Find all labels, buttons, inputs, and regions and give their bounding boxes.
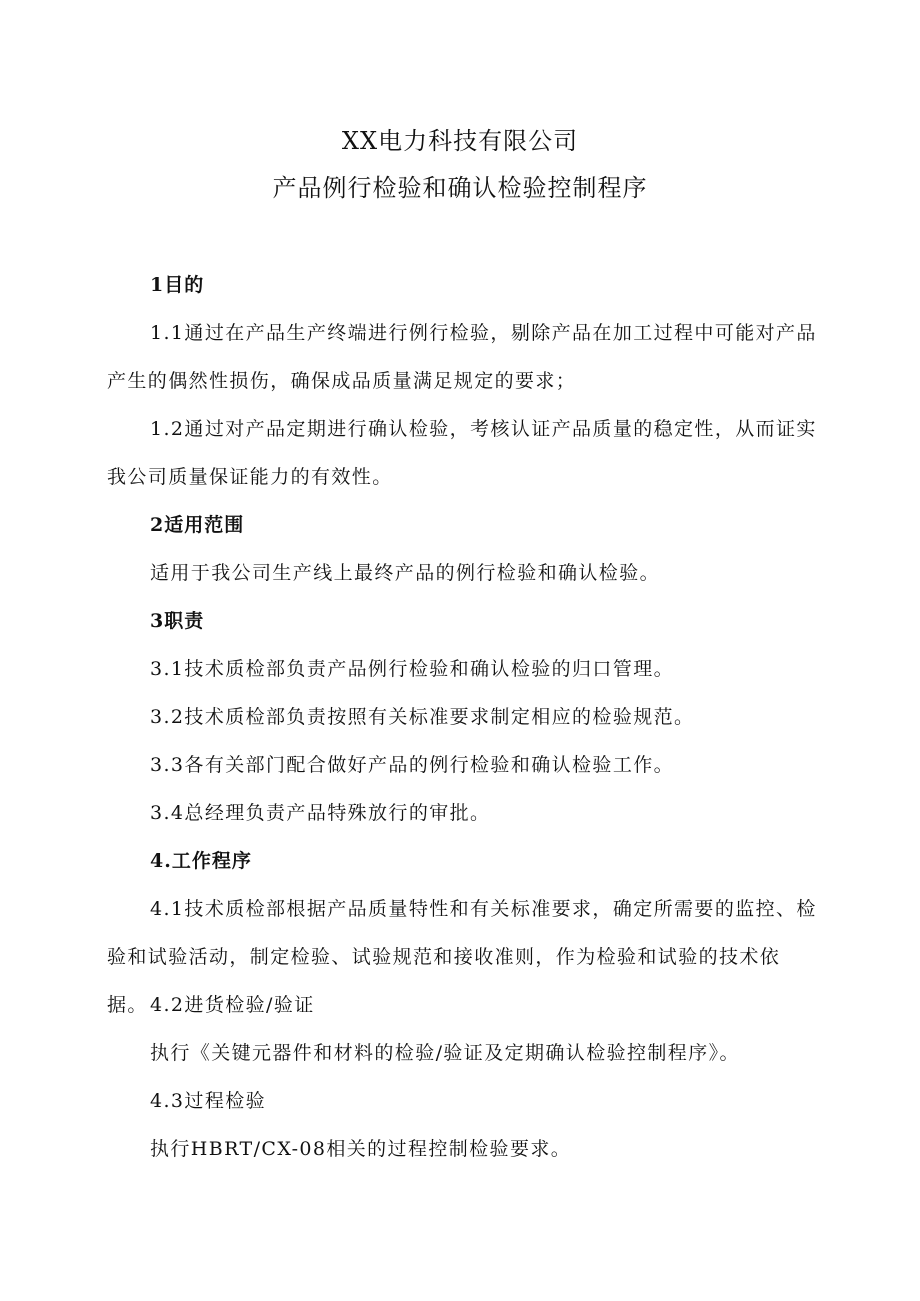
paragraph-3-4: 3.4总经理负责产品特殊放行的审批。 (150, 802, 491, 824)
paragraph-4-3: 执行HBRT/CX-08相关的过程控制检验要求。 (150, 1138, 572, 1160)
subheading-4-2: 4.2进货检验/验证 (150, 994, 315, 1016)
paragraph-2-1: 适用于我公司生产线上最终产品的例行检验和确认检验。 (150, 562, 661, 584)
paragraph-3-3: 3.3各有关部门配合做好产品的例行检验和确认检验工作。 (150, 754, 675, 776)
section-heading-purpose: 1目的 (150, 274, 205, 296)
paragraph-4-1: 4.1技术质检部根据产品质量特性和有关标准要求，确定所需要的监控、检验和试验活动，制定检验、试验规范和接收准则，作为检验和试验的技术依据。 (107, 898, 817, 1016)
subheading-4-3: 4.3过程检验 (150, 1090, 267, 1112)
paragraph-1-1: 1.1通过在产品生产终端进行例行检验，剔除产品在加工过程中可能对产品产生的偶然性损伤，确保成品质量满足规定的要求； (107, 322, 817, 392)
section-heading-procedure: 4.工作程序 (150, 850, 252, 872)
company-name: XX电力科技有限公司 (341, 127, 579, 155)
paragraph-3-1: 3.1技术质检部负责产品例行检验和确认检验的归口管理。 (150, 658, 675, 680)
document-title: 产品例行检验和确认检验控制程序 (272, 174, 648, 202)
section-heading-scope: 2适用范围 (150, 514, 245, 536)
paragraph-3-2: 3.2技术质检部负责按照有关标准要求制定相应的检验规范。 (150, 706, 695, 728)
paragraph-4-2: 执行《关键元器件和材料的检验/验证及定期确认检验控制程序》。 (150, 1042, 740, 1064)
paragraph-1-2: 1.2通过对产品定期进行确认检验，考核认证产品质量的稳定性，从而证实我公司质量保证能力的有效性。 (107, 418, 817, 488)
section-heading-responsibilities: 3职责 (150, 610, 205, 632)
